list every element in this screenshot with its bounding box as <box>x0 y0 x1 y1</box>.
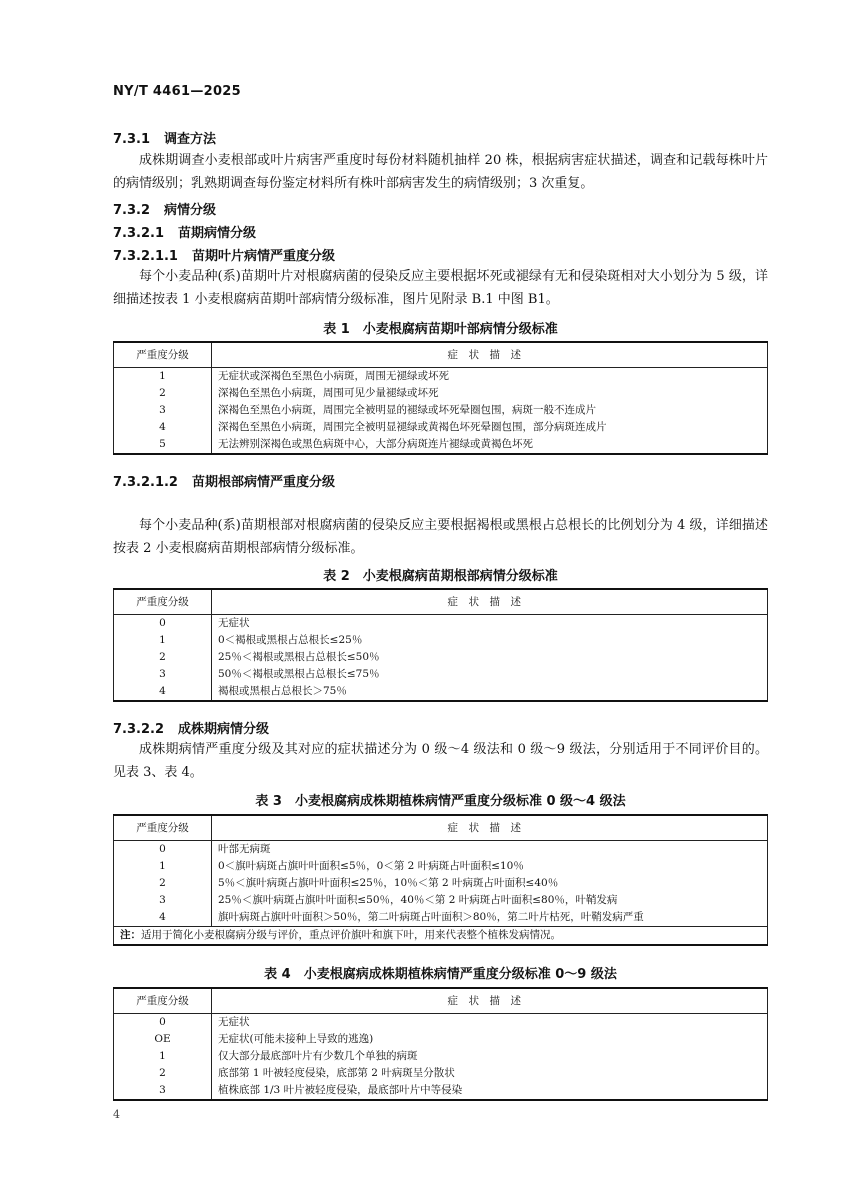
table-row <box>114 892 768 909</box>
table-row <box>114 368 768 386</box>
level-cell: 3 <box>114 666 212 683</box>
table-3-adult-grading-0-4 <box>113 814 768 946</box>
level-cell: 3 <box>114 1082 212 1100</box>
header-level: 严重度分级 <box>114 815 212 841</box>
section-number: 7.3.2.1 <box>113 226 164 241</box>
description-cell: 无症状 <box>212 1014 768 1032</box>
table-row <box>114 666 768 683</box>
paragraph-seedling-root: 每个小麦品种(系)苗期根部对根腐病菌的侵染反应主要根据褐根或黑根占总根长的比例划分为 4 级，详细描述按表 2 小麦根腐病苗期根部病情分级标准。 <box>113 518 768 556</box>
table-row <box>114 1048 768 1065</box>
table-note-row <box>114 927 768 946</box>
section-7-3-1-heading <box>113 128 216 147</box>
description-cell: 无症状 <box>212 615 768 633</box>
level-cell: 2 <box>114 875 212 892</box>
table-row <box>114 1031 768 1048</box>
level-cell: 2 <box>114 1065 212 1082</box>
header-level: 严重度分级 <box>114 988 212 1014</box>
table-row <box>114 1014 768 1032</box>
section-title: 苗期叶片病情严重度分级 <box>191 249 335 264</box>
level-cell: OE <box>114 1031 212 1048</box>
section-7-3-2-heading <box>113 199 216 218</box>
header-description: 症状描述 <box>212 815 768 841</box>
table-3-caption: 表 3 小麦根腐病成株期植株病情严重度分级标准 0 级～4 级法 <box>255 794 626 809</box>
table-row <box>114 436 768 454</box>
description-cell: 0＜褐根或黑根占总根长≤25％ <box>212 632 768 649</box>
page-number: 4 <box>113 1108 120 1121</box>
level-cell: 0 <box>114 615 212 633</box>
section-title: 苗期病情分级 <box>178 226 257 241</box>
table-row <box>114 909 768 927</box>
section-7-3-2-1-2-heading <box>113 471 335 490</box>
table-header-row <box>114 342 768 368</box>
description-cell: 旗叶病斑占旗叶叶面积＞50％，第二叶病斑占叶面积＞80％，第二叶片枯死，叶鞘发病严重 <box>212 909 768 927</box>
table-note <box>114 927 768 946</box>
header-level: 严重度分级 <box>114 589 212 615</box>
table-2-seedling-root-grading <box>113 588 768 702</box>
table-header-row <box>114 815 768 841</box>
table-1-seedling-leaf-grading <box>113 341 768 455</box>
table-row <box>114 615 768 633</box>
note-label: 注： <box>120 929 141 941</box>
level-cell: 3 <box>114 402 212 419</box>
section-title: 成株期病情分级 <box>178 722 270 737</box>
description-cell: 仅大部分最底部叶片有少数几个单独的病斑 <box>212 1048 768 1065</box>
header-description: 症状描述 <box>212 342 768 368</box>
level-cell: 5 <box>114 436 212 454</box>
level-cell: 2 <box>114 649 212 666</box>
description-cell: 深褐色至黑色小病斑，周围完全被明显褪绿或黄褐色坏死晕圈包围，部分病斑连成片 <box>212 419 768 436</box>
table-row <box>114 1082 768 1100</box>
level-cell: 4 <box>114 909 212 927</box>
table-row <box>114 632 768 649</box>
section-number: 7.3.2.2 <box>113 722 164 737</box>
section-7-3-2-1-heading <box>113 222 256 241</box>
standard-code-header: NY/T 4461—2025 <box>113 84 241 99</box>
level-cell: 2 <box>114 385 212 402</box>
section-number: 7.3.2.1.2 <box>113 475 178 490</box>
description-cell: 叶部无病斑 <box>212 841 768 859</box>
description-cell: 褐根或黑根占总根长＞75％ <box>212 683 768 701</box>
level-cell: 0 <box>114 841 212 859</box>
section-title: 调查方法 <box>164 132 217 147</box>
paragraph-seedling-leaf: 每个小麦品种(系)苗期叶片对根腐病菌的侵染反应主要根据坏死或褪绿有无和侵染斑相对大小划分为 5 级，详细描述按表 1 小麦根腐病苗期叶部病情分级标准，图片见附录 B.1 中图 B1。 <box>113 269 768 307</box>
description-cell: 无症状(可能未接种上导致的逃逸) <box>212 1031 768 1048</box>
table-2-caption: 表 2 小麦根腐病苗期根部病情分级标准 <box>323 569 558 584</box>
description-cell: 50％＜褐根或黑根占总根长≤75％ <box>212 666 768 683</box>
table-row <box>114 1065 768 1082</box>
description-cell: 25％＜旗叶病斑占旗叶叶面积≤50％，40％＜第 2 叶病斑占叶面积≤80％，叶鞘发病 <box>212 892 768 909</box>
table-row <box>114 841 768 859</box>
table-1-caption: 表 1 小麦根腐病苗期叶部病情分级标准 <box>323 322 558 337</box>
level-cell: 3 <box>114 892 212 909</box>
table-header-row <box>114 988 768 1014</box>
section-7-3-2-2-heading <box>113 718 269 737</box>
description-cell: 深褐色至黑色小病斑，周围完全被明显的褪绿或坏死晕圈包围，病斑一般不连成片 <box>212 402 768 419</box>
paragraph-adult-grading: 成株期病情严重度分级及其对应的症状描述分为 0 级～4 级法和 0 级～9 级法，分别适用于不同评价目的。见表 3、表 4。 <box>113 742 768 780</box>
level-cell: 1 <box>114 632 212 649</box>
table-row <box>114 858 768 875</box>
header-description: 症状描述 <box>212 988 768 1014</box>
section-number: 7.3.2 <box>113 203 151 218</box>
table-row <box>114 683 768 701</box>
paragraph-survey-method: 成株期调查小麦根部或叶片病害严重度时每份材料随机抽样 20 株，根据病害症状描述，调查和记载每株叶片的病情级别；乳熟期调查每份鉴定材料所有株叶部病害发生的病情级别；3 次重复。 <box>113 153 768 191</box>
level-cell: 1 <box>114 858 212 875</box>
description-cell: 植株底部 1/3 叶片被轻度侵染，最底部叶片中等侵染 <box>212 1082 768 1100</box>
table-4-caption: 表 4 小麦根腐病成株期植株病情严重度分级标准 0～9 级法 <box>264 967 617 982</box>
table-4-adult-grading-0-9 <box>113 987 768 1101</box>
table-row <box>114 402 768 419</box>
section-number: 7.3.1 <box>113 132 151 147</box>
section-number: 7.3.2.1.1 <box>113 249 178 264</box>
level-cell: 4 <box>114 419 212 436</box>
description-cell: 无症状或深褐色至黑色小病斑，周围无褪绿或坏死 <box>212 368 768 386</box>
header-description: 症状描述 <box>212 589 768 615</box>
description-cell: 0＜旗叶病斑占旗叶叶面积≤5％，0＜第 2 叶病斑占叶面积≤10％ <box>212 858 768 875</box>
table-row <box>114 875 768 892</box>
description-cell: 深褐色至黑色小病斑，周围可见少量褪绿或坏死 <box>212 385 768 402</box>
table-header-row <box>114 589 768 615</box>
section-title: 病情分级 <box>164 203 217 218</box>
header-level: 严重度分级 <box>114 342 212 368</box>
note-text: 适用于简化小麦根腐病分级与评价，重点评价旗叶和旗下叶，用来代表整个植株发病情况。 <box>141 929 561 941</box>
table-row <box>114 419 768 436</box>
section-title: 苗期根部病情严重度分级 <box>191 475 335 490</box>
table-row <box>114 385 768 402</box>
description-cell: 底部第 1 叶被轻度侵染，底部第 2 叶病斑呈分散状 <box>212 1065 768 1082</box>
description-cell: 无法辨别深褐色或黑色病斑中心，大部分病斑连片褪绿或黄褐色坏死 <box>212 436 768 454</box>
description-cell: 25％＜褐根或黑根占总根长≤50％ <box>212 649 768 666</box>
level-cell: 1 <box>114 1048 212 1065</box>
table-row <box>114 649 768 666</box>
section-7-3-2-1-1-heading <box>113 245 335 264</box>
description-cell: 5％＜旗叶病斑占旗叶叶面积≤25％，10％＜第 2 叶病斑占叶面积≤40％ <box>212 875 768 892</box>
level-cell: 4 <box>114 683 212 701</box>
level-cell: 0 <box>114 1014 212 1032</box>
level-cell: 1 <box>114 368 212 386</box>
